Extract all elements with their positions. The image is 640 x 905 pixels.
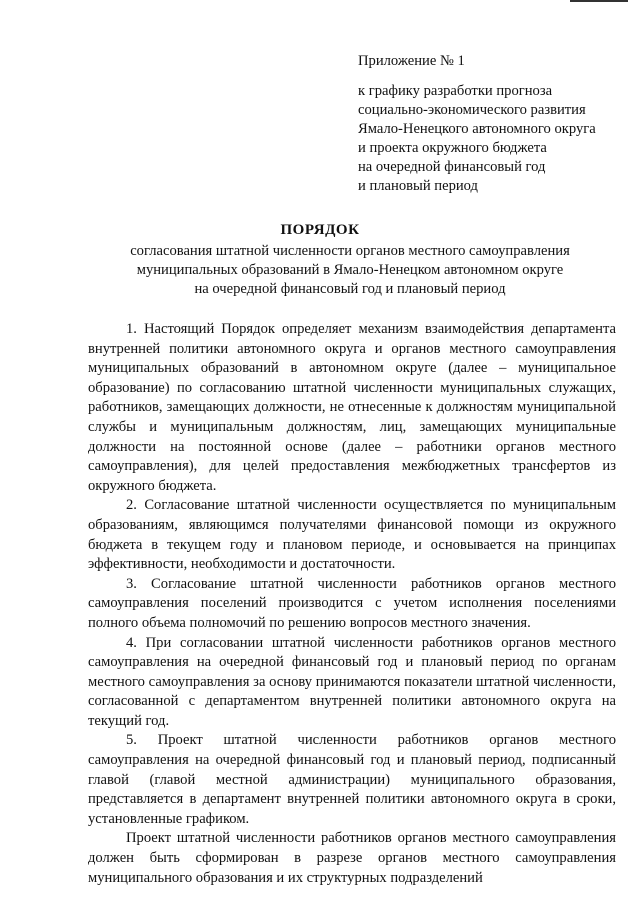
- subtitle-line: согласования штатной численности органов местного самоуправления: [130, 243, 570, 259]
- document-body: [88, 320, 616, 888]
- paragraph-5: 5. Проект штатной численности работников органов местного самоуправления на очередной финансовый год и плановый период, подписанный главой (главой местной администрации) муниципального образования, представляется в департамент внутренней политики автономного округа в сроки, установленные графиком.: [88, 732, 616, 827]
- appendix-number: Приложение № 1: [358, 53, 465, 69]
- paragraph-4: 4. При согласовании штатной численности работников органов местного самоуправления на очередной финансовый год и плановый период по органам местного самоуправления за основу принимаются показатели штатной численности, согласованной с департаментом внутренней политики автономного округа на текущий год.: [88, 634, 616, 729]
- appendix-line: и плановый период: [358, 178, 478, 194]
- appendix-line: Ямало-Ненецкого автономного округа: [358, 121, 596, 137]
- subtitle-line: на очередной финансовый год и плановый период: [194, 281, 506, 297]
- appendix-header: [358, 52, 628, 196]
- paragraph-3: 3. Согласование штатной численности работников органов местного самоуправления поселений производится с учетом исполнения поселениями полного объема полномочий по решению вопросов местного значения.: [88, 575, 616, 631]
- document-title: ПОРЯДОК: [280, 222, 360, 238]
- appendix-line: и проекта окружного бюджета: [358, 140, 547, 156]
- appendix-line: к графику разработки прогноза: [358, 83, 553, 99]
- document-subtitle: [60, 242, 640, 299]
- corner-mark: [570, 0, 628, 2]
- paragraph-1: 1. Настоящий Порядок определяет механизм взаимодействия департамента внутренней политики автономного округа и органов местного самоуправления муниципальных образований в автономном округе (далее – муниципальное образование) по согласованию штатной численности муниципальных служащих, работников, замещающих должности, не отнесенные к должностям муниципальной службы и муниципальным должностям, лиц, замещающих муниципальные должности на постоянной основе (далее – работники органов местного самоуправления), для целей предоставления межбюджетных трансфертов из окружного бюджета.: [88, 321, 616, 494]
- paragraph-6: Проект штатной численности работников органов местного самоуправления должен быть сформирован в разрезе органов местного самоуправления муниципального образования и их структурных подразделений: [88, 830, 616, 886]
- appendix-line: социально-экономического развития: [358, 102, 586, 118]
- appendix-line: на очередной финансовый год: [358, 159, 546, 175]
- paragraph-2: 2. Согласование штатной численности осуществляется по муниципальным образованиям, являющимся получателями финансовой помощи из окружного бюджета в текущем году и плановом периоде, и основывается на принципах эффективности, необходимости и достаточности.: [88, 497, 616, 573]
- subtitle-line: муниципальных образований в Ямало-Ненецком автономном округе: [136, 262, 564, 278]
